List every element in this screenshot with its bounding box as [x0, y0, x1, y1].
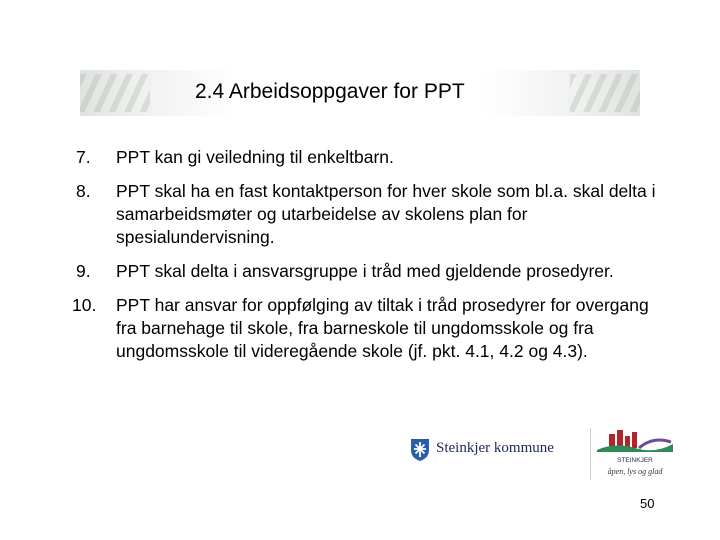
item-text: PPT skal ha en fast kontaktperson for hver skole som bl.a. skal delta i samarbeidsmøter og utarbeidelse av skolens plan for spesialundervisning.	[116, 181, 656, 247]
coat-of-arms-icon	[410, 438, 430, 462]
list-item	[76, 146, 656, 169]
emblem-tagline: åpen, lys og glad	[607, 467, 663, 476]
list-item	[72, 294, 656, 363]
municipality-name: Steinkjer kommune	[436, 440, 554, 456]
item-number: 10.	[72, 295, 97, 315]
item-text: PPT har ansvar for oppfølging av tiltak i tråd prosedyrer for overgang fra barnehage til skole, fra barneskole til ungdomsskole og fra ungdomsskole til videregående skole (jf. pkt. 4.1, 4.2 og 4.3).	[116, 295, 649, 361]
task-list	[72, 146, 656, 374]
steinkjer-emblem	[595, 428, 675, 480]
item-number: 7.	[76, 147, 91, 167]
list-item	[76, 260, 656, 283]
item-text: PPT skal delta i ansvarsgruppe i tråd med gjeldende prosedyrer.	[116, 261, 614, 281]
list-item	[76, 180, 656, 249]
item-number: 9.	[76, 261, 91, 281]
page-number: 50	[640, 496, 655, 511]
item-number: 8.	[76, 181, 91, 201]
emblem-caption: STEINKJER	[617, 457, 653, 464]
item-text: PPT kan gi veiledning til enkeltbarn.	[116, 147, 394, 167]
slide-title: 2.4 Arbeidsoppgaver for PPT	[195, 80, 465, 103]
logo-divider	[590, 428, 591, 480]
logo-area	[410, 428, 680, 478]
